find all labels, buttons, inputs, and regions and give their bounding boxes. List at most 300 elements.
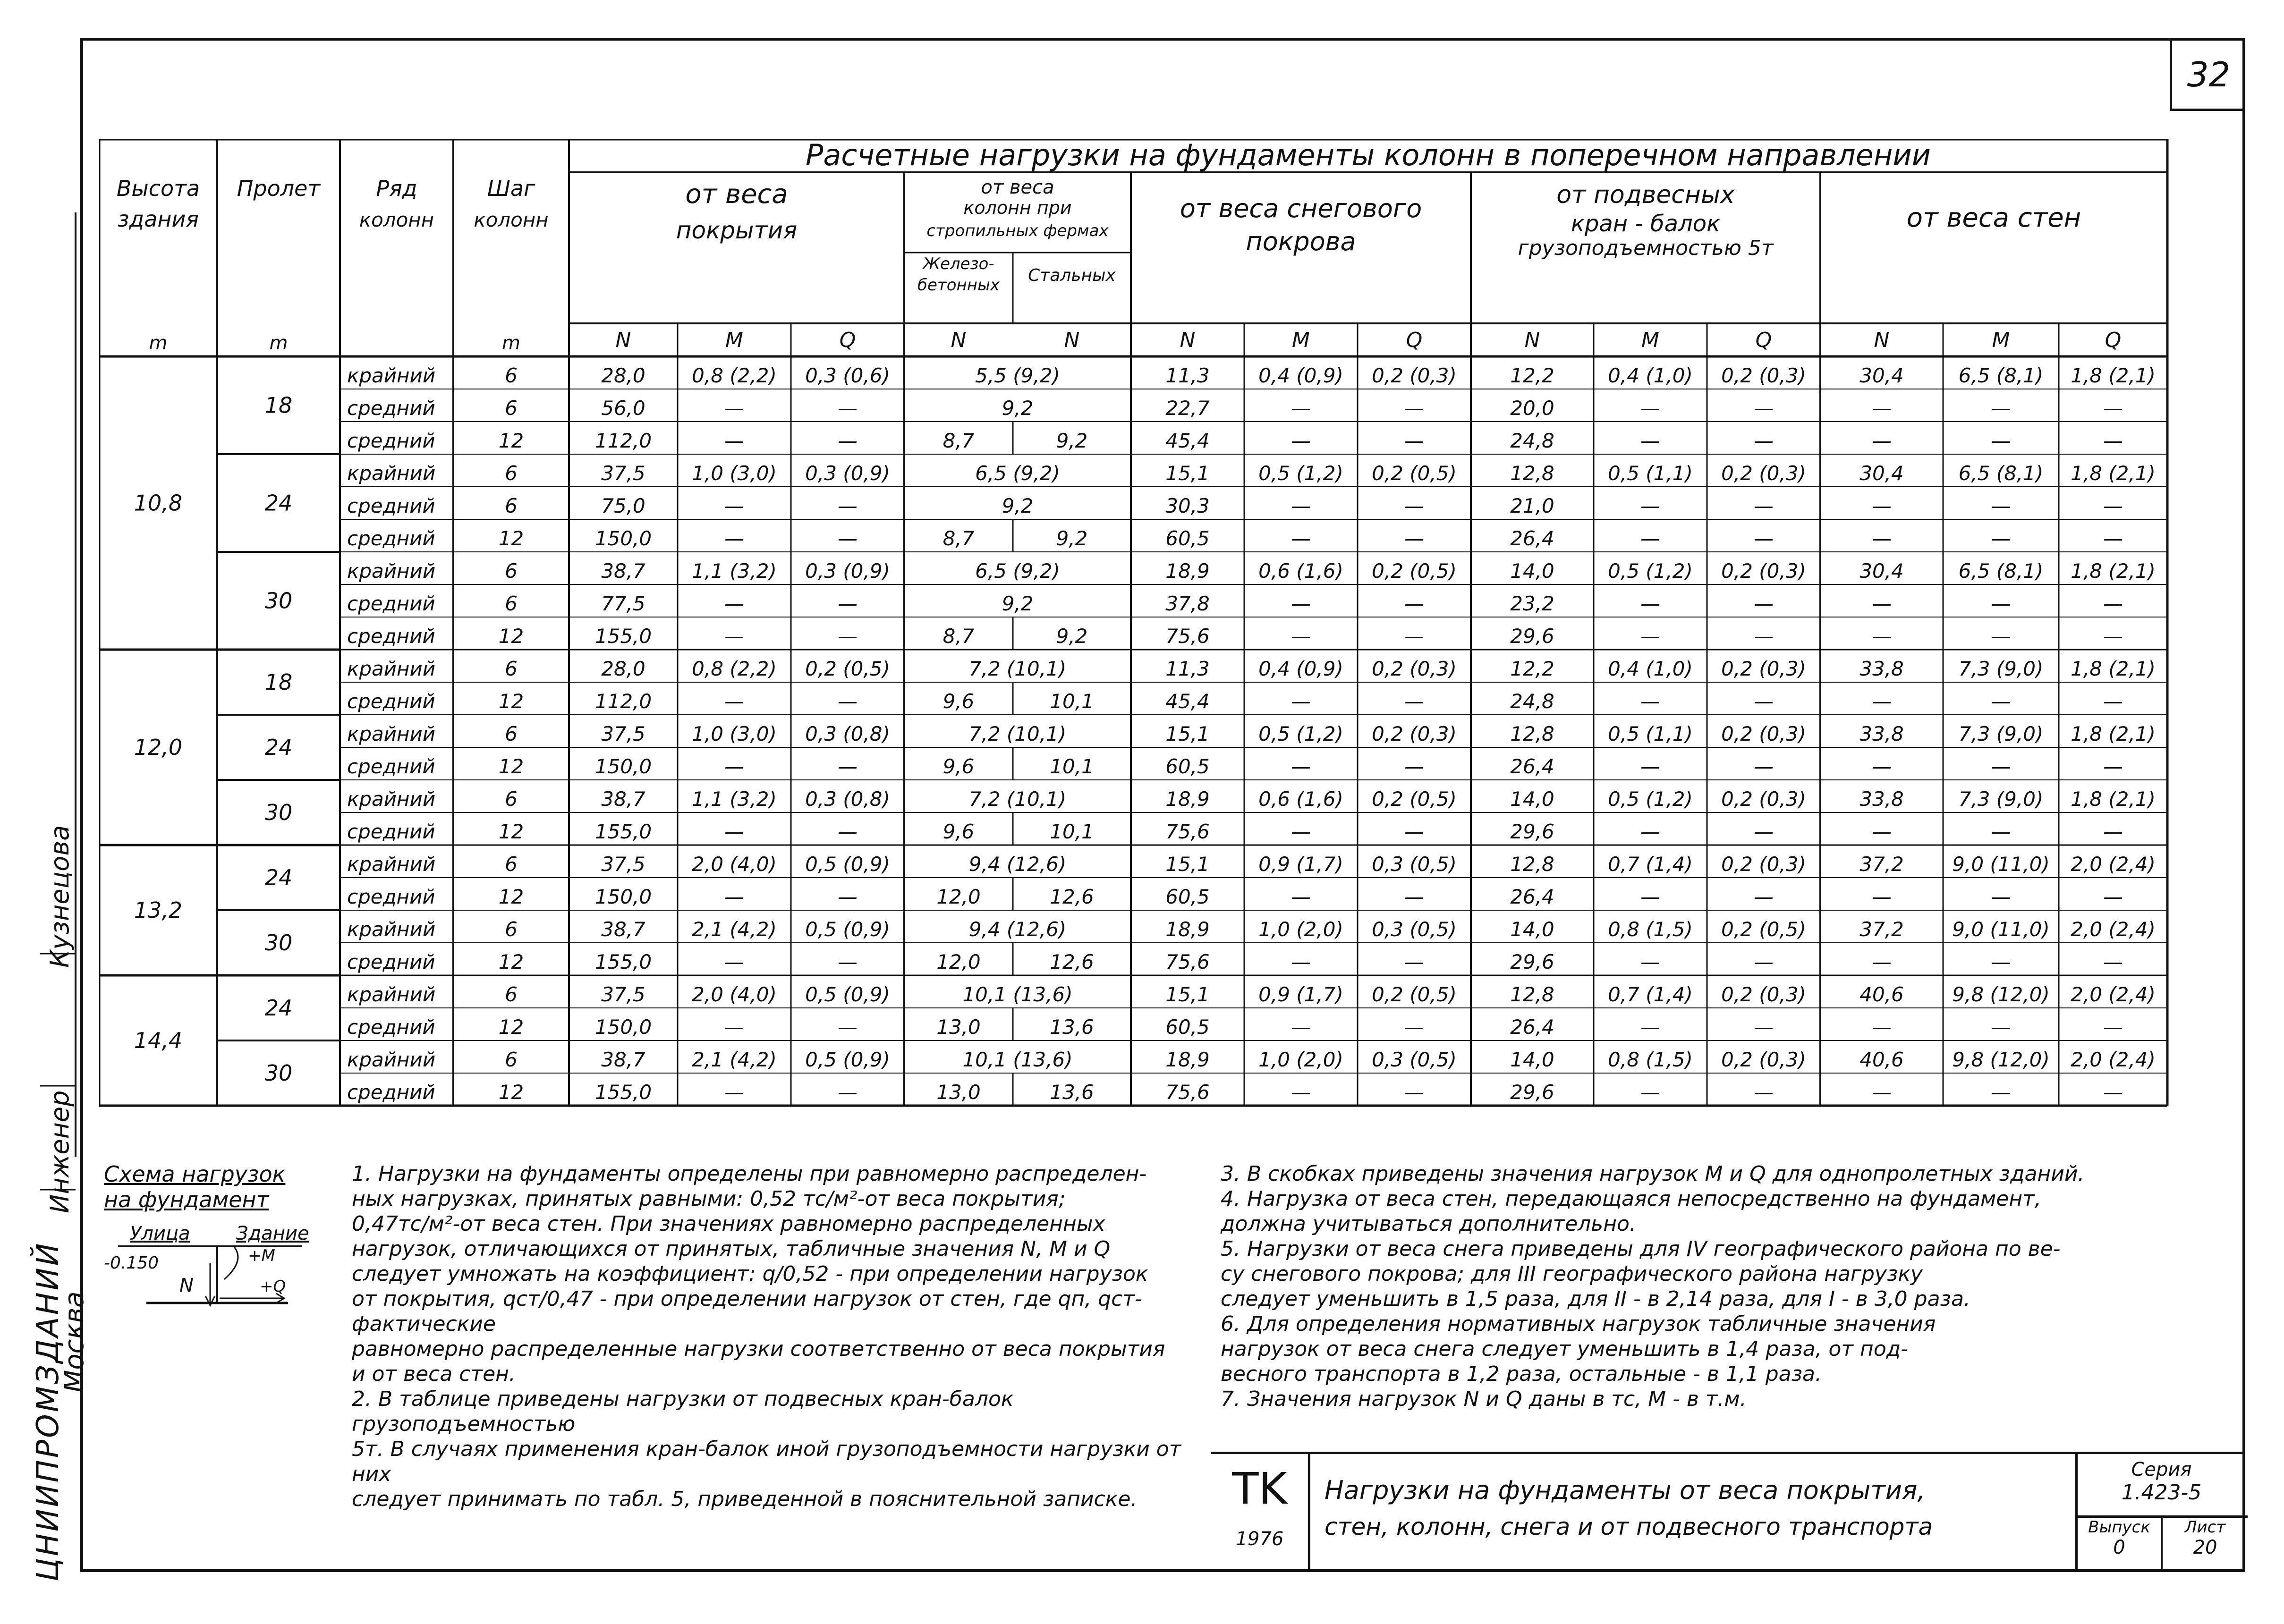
note-line: нагрузок от веса снега следует уменьшить в 1,4 раза, от под-	[1221, 1337, 1909, 1361]
header-symbol: M	[1292, 328, 1310, 352]
cell-span: 24	[264, 995, 293, 1021]
cell-value: —	[1640, 429, 1660, 452]
scheme-m: +M	[248, 1246, 275, 1265]
notes-left	[352, 1161, 1225, 1512]
cell-value: 26,4	[1510, 755, 1554, 778]
header-symbol: M	[1641, 328, 1659, 352]
header-roof-2: покрытия	[676, 217, 798, 244]
cell-value: 37,5	[601, 853, 645, 876]
header-steel: Стальных	[1028, 266, 1116, 285]
cell-value: 75,6	[1165, 625, 1210, 648]
cell-value: —	[724, 950, 744, 973]
cell-value: 9,8 (12,0)	[1952, 1048, 2050, 1071]
cell-value: 12,8	[1510, 722, 1554, 745]
cell-col-weight-steel: 10,1	[1050, 820, 1094, 843]
cell-row-type: крайний	[347, 853, 436, 876]
load-scheme	[104, 1161, 349, 1331]
cell-span: 30	[264, 800, 293, 825]
header-symbol: N	[1874, 328, 1890, 352]
cell-value: —	[1291, 950, 1311, 973]
cell-col-weight: 7,2 (10,1)	[968, 722, 1067, 745]
stamp-series-box	[2075, 1454, 2245, 1572]
cell-value: —	[1991, 527, 2011, 550]
cell-value: —	[724, 527, 744, 550]
cell-value: —	[1291, 885, 1311, 908]
unit-m: m	[269, 332, 288, 354]
cell-value: —	[1991, 950, 2011, 973]
cell-value: —	[1404, 494, 1424, 517]
cell-value: —	[1754, 1015, 1774, 1039]
header-crane-3: грузоподъемностью 5т	[1518, 236, 1774, 260]
cell-value: 24,8	[1510, 690, 1554, 713]
cell-value: —	[1872, 1081, 1892, 1104]
cell-value: 0,5 (1,2)	[1258, 462, 1343, 485]
cell-value: 11,3	[1165, 657, 1210, 680]
cell-value: 12,2	[1510, 364, 1554, 387]
cell-value: 0,7 (1,4)	[1608, 853, 1693, 876]
cell-value: —	[724, 885, 744, 908]
header-span: Пролет	[237, 176, 321, 201]
cell-height: 12,0	[134, 735, 183, 760]
cell-value: 20,0	[1510, 397, 1554, 420]
cell-value: 0,5 (0,9)	[805, 1048, 890, 1071]
cell-value: 60,5	[1165, 755, 1210, 778]
cell-value: 28,0	[601, 657, 645, 680]
cell-value: —	[1291, 1015, 1311, 1039]
sidebar-city: Москва	[59, 1291, 90, 1393]
cell-value: 0,2 (0,5)	[1372, 462, 1457, 485]
cell-value: 0,4 (0,9)	[1258, 657, 1343, 680]
cell-value: —	[1991, 1015, 2011, 1039]
cell-value: 0,3 (0,6)	[805, 364, 890, 387]
cell-value: 15,1	[1165, 462, 1210, 485]
cell-value: 23,2	[1510, 592, 1554, 615]
note-line: 1. Нагрузки на фундаменты определены при равномерно распределен-	[352, 1162, 1147, 1186]
stamp-issue-value: 0	[2113, 1537, 2125, 1558]
cell-span: 30	[264, 1060, 293, 1086]
cell-span: 30	[264, 588, 293, 614]
cell-value: 26,4	[1510, 1015, 1554, 1039]
cell-value: 37,2	[1859, 853, 1904, 876]
cell-value: 0,3 (0,8)	[805, 722, 890, 745]
cell-step: 6	[505, 853, 518, 876]
header-columns-2: колонн при	[963, 197, 1072, 218]
header-height: Высота	[116, 176, 200, 201]
cell-height: 13,2	[134, 897, 183, 923]
header-symbol: Q	[839, 328, 856, 352]
cell-value: —	[1991, 755, 2011, 778]
cell-value: 26,4	[1510, 527, 1554, 550]
cell-value: —	[1754, 755, 1774, 778]
cell-value: —	[724, 625, 744, 648]
cell-value: 1,8 (2,1)	[2071, 657, 2156, 680]
cell-step: 6	[505, 983, 518, 1006]
cell-row-type: крайний	[347, 559, 436, 583]
cell-value: 24,8	[1510, 429, 1554, 452]
cell-value: 155,0	[594, 820, 652, 843]
cell-value: 0,2 (0,3)	[1721, 722, 1806, 745]
cell-value: —	[1754, 592, 1774, 615]
cell-value: —	[2103, 397, 2123, 420]
cell-value: —	[2103, 950, 2123, 973]
cell-value: 0,5 (1,2)	[1608, 787, 1693, 811]
cell-value: 0,5 (0,9)	[805, 983, 890, 1006]
cell-step: 12	[498, 625, 524, 648]
cell-value: —	[724, 429, 744, 452]
header-snow: от веса снегового	[1180, 194, 1422, 223]
cell-step: 6	[505, 592, 518, 615]
cell-value: —	[1872, 690, 1892, 713]
header-symbol: N	[1180, 328, 1196, 352]
cell-value: —	[1640, 820, 1660, 843]
unit-m: m	[149, 332, 168, 354]
cell-value: 15,1	[1165, 722, 1210, 745]
cell-row-type: крайний	[347, 462, 436, 485]
cell-row-type: средний	[347, 885, 435, 908]
cell-value: 2,0 (4,0)	[692, 853, 777, 876]
cell-value: 40,6	[1859, 983, 1904, 1006]
cell-value: 0,8 (1,5)	[1608, 918, 1693, 941]
cell-value: —	[1640, 755, 1660, 778]
cell-step: 12	[498, 1081, 524, 1104]
header-symbol: N	[1524, 328, 1540, 352]
header-symbol: Q	[2105, 328, 2122, 352]
cell-value: —	[1872, 950, 1892, 973]
cell-value: 0,8 (2,2)	[692, 364, 777, 387]
cell-value: 1,8 (2,1)	[2071, 722, 2156, 745]
cell-value: 150,0	[594, 755, 652, 778]
cell-value: 112,0	[594, 690, 652, 713]
cell-value: —	[1404, 397, 1424, 420]
cell-value: 0,4 (1,0)	[1608, 364, 1693, 387]
cell-value: 1,0 (3,0)	[692, 722, 777, 745]
cell-value: 38,7	[601, 918, 645, 941]
cell-value: —	[1404, 690, 1424, 713]
cell-value: —	[1754, 820, 1774, 843]
cell-value: —	[1754, 690, 1774, 713]
cell-value: 37,5	[601, 983, 645, 1006]
cell-value: —	[1291, 429, 1311, 452]
cell-col-weight-steel: 9,2	[1056, 429, 1088, 452]
cell-value: 7,3 (9,0)	[1958, 722, 2044, 745]
cell-value: —	[1291, 592, 1311, 615]
cell-col-weight-steel: 9,2	[1056, 625, 1088, 648]
stamp-title-2: стен, колонн, снега и от подвесного транспорта	[1325, 1513, 1933, 1540]
header-symbol: N	[1064, 328, 1080, 352]
cell-value: 7,3 (9,0)	[1958, 657, 2044, 680]
cell-value: —	[1991, 397, 2011, 420]
cell-value: 30,4	[1859, 462, 1904, 485]
cell-value: —	[2103, 690, 2123, 713]
cell-value: 37,8	[1165, 592, 1210, 615]
cell-value: —	[838, 397, 858, 420]
cell-value: 150,0	[594, 885, 652, 908]
cell-value: 2,0 (2,4)	[2071, 918, 2156, 941]
cell-value: 0,5 (1,2)	[1608, 559, 1693, 583]
cell-value: 0,2 (0,3)	[1721, 983, 1806, 1006]
note-line: 5. Нагрузки от веса снега приведены для IV географического района по ве-	[1221, 1237, 2061, 1261]
scheme-title-2: на фундамент	[104, 1187, 269, 1212]
stamp-title-1: Нагрузки на фундаменты от веса покрытия,	[1325, 1475, 1926, 1505]
cell-value: —	[2103, 494, 2123, 517]
stamp-sheet-label: Лист	[2184, 1518, 2226, 1537]
cell-value: 6,5 (8,1)	[1958, 462, 2044, 485]
cell-value: 0,5 (1,1)	[1608, 722, 1693, 745]
cell-value: —	[2103, 429, 2123, 452]
cell-value: 0,5 (1,2)	[1258, 722, 1343, 745]
cell-step: 6	[505, 918, 518, 941]
cell-value: 0,5 (1,1)	[1608, 462, 1693, 485]
note-line: 6. Для определения нормативных нагрузок табличные значения	[1221, 1312, 1936, 1336]
cell-height: 14,4	[134, 1028, 183, 1053]
cell-value: 112,0	[594, 429, 652, 452]
cell-value: 0,2 (0,5)	[1372, 787, 1457, 811]
cell-col-weight: 10,1 (13,6)	[962, 1048, 1073, 1071]
note-line: 2. В таблице приведены нагрузки от подвесных кран-балок грузоподъемностью	[352, 1387, 1014, 1436]
cell-value: 75,6	[1165, 950, 1210, 973]
cell-value: 0,2 (0,5)	[1372, 983, 1457, 1006]
cell-value: —	[1291, 820, 1311, 843]
cell-value: —	[1872, 494, 1892, 517]
cell-row-type: средний	[347, 690, 435, 713]
cell-value: 38,7	[601, 1048, 645, 1071]
cell-value: —	[2103, 1015, 2123, 1039]
cell-value: 0,2 (0,5)	[805, 657, 890, 680]
cell-row-type: средний	[347, 1015, 435, 1039]
cell-col-weight: 13,0	[936, 1015, 981, 1039]
note-line: следует умножать на коэффициент: q/0,52 - при определении нагрузок	[352, 1262, 1148, 1286]
note-line: следует уменьшить в 1,5 раза, для II - в 2,14 раза, для I - в 3,0 раза.	[1221, 1287, 1970, 1311]
cell-span: 24	[264, 865, 293, 890]
note-line: весного транспорта в 1,2 раза, остальные - в 1,1 раза.	[1221, 1362, 1822, 1386]
cell-value: 75,6	[1165, 1081, 1210, 1104]
cell-value: 30,3	[1165, 494, 1210, 517]
header-symbol: M	[725, 328, 743, 352]
cell-value: —	[1991, 429, 2011, 452]
scheme-drawing	[104, 1161, 349, 1331]
cell-value: —	[1404, 592, 1424, 615]
cell-step: 6	[505, 559, 518, 583]
cell-value: 0,2 (0,5)	[1721, 918, 1806, 941]
notes-right	[1221, 1161, 2236, 1412]
cell-value: —	[1291, 397, 1311, 420]
header-symbol: M	[1992, 328, 2010, 352]
cell-step: 12	[498, 755, 524, 778]
cell-value: 18,9	[1165, 918, 1210, 941]
cell-value: —	[1754, 1081, 1774, 1104]
cell-value: 0,2 (0,3)	[1372, 364, 1457, 387]
cell-value: 14,0	[1510, 1048, 1554, 1071]
cell-value: —	[1404, 755, 1424, 778]
cell-value: —	[724, 755, 744, 778]
cell-value: 33,8	[1859, 787, 1904, 811]
cell-value: 0,5 (0,9)	[805, 853, 890, 876]
cell-value: —	[838, 494, 858, 517]
cell-value: —	[1291, 755, 1311, 778]
header-snow-2: покрова	[1246, 227, 1356, 256]
header-height-2: здания	[117, 206, 199, 232]
cell-row-type: средний	[347, 625, 435, 648]
cell-span: 18	[264, 669, 293, 695]
loads-table	[99, 139, 2224, 1154]
header-main-title: Расчетные нагрузки на фундаменты колонн в поперечном направлении	[806, 139, 1931, 172]
cell-value: 28,0	[601, 364, 645, 387]
cell-value: 14,0	[1510, 787, 1554, 811]
cell-col-weight: 12,0	[936, 885, 981, 908]
cell-row-type: средний	[347, 1081, 435, 1104]
cell-value: 60,5	[1165, 1015, 1210, 1039]
cell-value: —	[724, 820, 744, 843]
cell-value: 0,7 (1,4)	[1608, 983, 1693, 1006]
cell-value: 18,9	[1165, 1048, 1210, 1071]
cell-value: 0,9 (1,7)	[1258, 853, 1343, 876]
cell-value: 56,0	[601, 397, 645, 420]
cell-value: —	[838, 429, 858, 452]
header-step-2: колонн	[474, 208, 549, 231]
note-line: 3. В скобках приведены значения нагрузок M и Q для однопролетных зданий.	[1221, 1162, 2085, 1186]
note-line: 0,47тс/м²-от веса стен. При значениях равномерно распределенных	[352, 1212, 1105, 1236]
cell-value: 15,1	[1165, 853, 1210, 876]
cell-value: —	[1991, 1081, 2011, 1104]
cell-value: —	[1640, 592, 1660, 615]
cell-value: —	[1872, 592, 1892, 615]
cell-row-type: средний	[347, 820, 435, 843]
cell-col-weight-steel: 13,6	[1050, 1081, 1094, 1104]
cell-value: 1,8 (2,1)	[2071, 462, 2156, 485]
cell-value: 14,0	[1510, 918, 1554, 941]
cell-col-weight-steel: 13,6	[1050, 1015, 1094, 1039]
cell-value: —	[1754, 950, 1774, 973]
header-concrete: Железо-	[923, 254, 994, 273]
cell-value: 37,5	[601, 722, 645, 745]
stamp-logo: TK	[1232, 1463, 1287, 1514]
cell-value: —	[724, 1015, 744, 1039]
cell-col-weight: 13,0	[936, 1081, 981, 1104]
cell-col-weight: 8,7	[942, 625, 975, 648]
cell-value: —	[838, 1081, 858, 1104]
cell-value: 0,2 (0,3)	[1721, 787, 1806, 811]
sidebar-role: Инженер	[45, 1090, 75, 1213]
cell-value: 0,2 (0,3)	[1372, 722, 1457, 745]
cell-value: —	[1404, 885, 1424, 908]
cell-value: 1,8 (2,1)	[2071, 787, 2156, 811]
cell-value: —	[2103, 755, 2123, 778]
cell-value: 9,0 (11,0)	[1952, 918, 2050, 941]
cell-row-type: средний	[347, 527, 435, 550]
cell-value: 2,0 (4,0)	[692, 983, 777, 1006]
header-symbol: Q	[1755, 328, 1772, 352]
cell-step: 12	[498, 690, 524, 713]
sidebar-name: Кузнецова	[45, 825, 75, 968]
header-step: Шаг	[487, 176, 535, 201]
cell-value: —	[1640, 527, 1660, 550]
cell-span: 18	[264, 392, 293, 418]
cell-value: 22,7	[1165, 397, 1210, 420]
cell-value: 1,1 (3,2)	[692, 559, 777, 583]
cell-value: 29,6	[1510, 820, 1554, 843]
cell-col-weight: 9,2	[1002, 592, 1034, 615]
cell-value: —	[1404, 625, 1424, 648]
cell-row-type: средний	[347, 397, 435, 420]
cell-value: —	[2103, 820, 2123, 843]
cell-value: 0,6 (1,6)	[1258, 787, 1343, 811]
title-block	[1211, 1452, 2245, 1572]
cell-value: —	[1640, 950, 1660, 973]
cell-value: 2,0 (2,4)	[2071, 983, 2156, 1006]
header-row: Ряд	[376, 176, 417, 201]
cell-value: —	[724, 690, 744, 713]
cell-value: —	[2103, 1081, 2123, 1104]
header-row-2: колонн	[359, 208, 434, 231]
cell-value: —	[1404, 527, 1424, 550]
cell-value: 18,9	[1165, 787, 1210, 811]
cell-value: —	[1404, 1081, 1424, 1104]
cell-value: —	[838, 625, 858, 648]
cell-row-type: средний	[347, 494, 435, 517]
cell-row-type: средний	[347, 592, 435, 615]
cell-value: 0,3 (0,5)	[1372, 1048, 1457, 1071]
cell-col-weight: 9,6	[942, 690, 975, 713]
scheme-label-building: Здание	[236, 1223, 309, 1244]
cell-value: 155,0	[594, 1081, 652, 1104]
cell-value: —	[1640, 885, 1660, 908]
cell-value: —	[1991, 820, 2011, 843]
cell-value: 0,2 (0,3)	[1721, 853, 1806, 876]
stamp-logo-box	[1211, 1454, 1310, 1572]
cell-value: 1,1 (3,2)	[692, 787, 777, 811]
cell-value: —	[1291, 527, 1311, 550]
stamp-series-value: 1.423-5	[2121, 1480, 2202, 1505]
header-crane-2: кран - балок	[1571, 211, 1721, 237]
cell-value: 155,0	[594, 950, 652, 973]
cell-step: 6	[505, 364, 518, 387]
cell-value: 150,0	[594, 527, 652, 550]
cell-value: —	[1640, 494, 1660, 517]
cell-value: —	[1991, 625, 2011, 648]
note-line: и от веса стен.	[352, 1362, 516, 1386]
cell-value: —	[1291, 625, 1311, 648]
cell-step: 6	[505, 494, 518, 517]
cell-value: 0,6 (1,6)	[1258, 559, 1343, 583]
cell-value: —	[724, 397, 744, 420]
cell-value: —	[1872, 429, 1892, 452]
cell-value: 0,2 (0,3)	[1372, 657, 1457, 680]
cell-value: —	[1404, 950, 1424, 973]
cell-value: —	[838, 1015, 858, 1039]
note-line: нагрузок, отличающихся от принятых, табличные значения N, M и Q	[352, 1237, 1111, 1261]
cell-step: 12	[498, 527, 524, 550]
cell-col-weight: 9,6	[942, 820, 975, 843]
cell-value: —	[838, 885, 858, 908]
cell-col-weight: 9,4 (12,6)	[968, 853, 1067, 876]
cell-col-weight-steel: 10,1	[1050, 690, 1094, 713]
cell-col-weight: 6,5 (9,2)	[975, 462, 1060, 485]
cell-col-weight: 8,7	[942, 429, 975, 452]
cell-row-type: средний	[347, 950, 435, 973]
cell-value: —	[1291, 1081, 1311, 1104]
cell-value: 40,6	[1859, 1048, 1904, 1071]
header-columns-3: стропильных фермах	[926, 221, 1109, 240]
binding-strip	[26, 212, 90, 1582]
cell-value: 0,9 (1,7)	[1258, 983, 1343, 1006]
cell-step: 6	[505, 657, 518, 680]
cell-value: 2,0 (2,4)	[2071, 1048, 2156, 1071]
cell-value: —	[838, 527, 858, 550]
cell-value: 0,3 (0,5)	[1372, 918, 1457, 941]
cell-value: —	[1640, 1015, 1660, 1039]
cell-col-weight: 7,2 (10,1)	[968, 787, 1067, 811]
cell-row-type: крайний	[347, 722, 436, 745]
